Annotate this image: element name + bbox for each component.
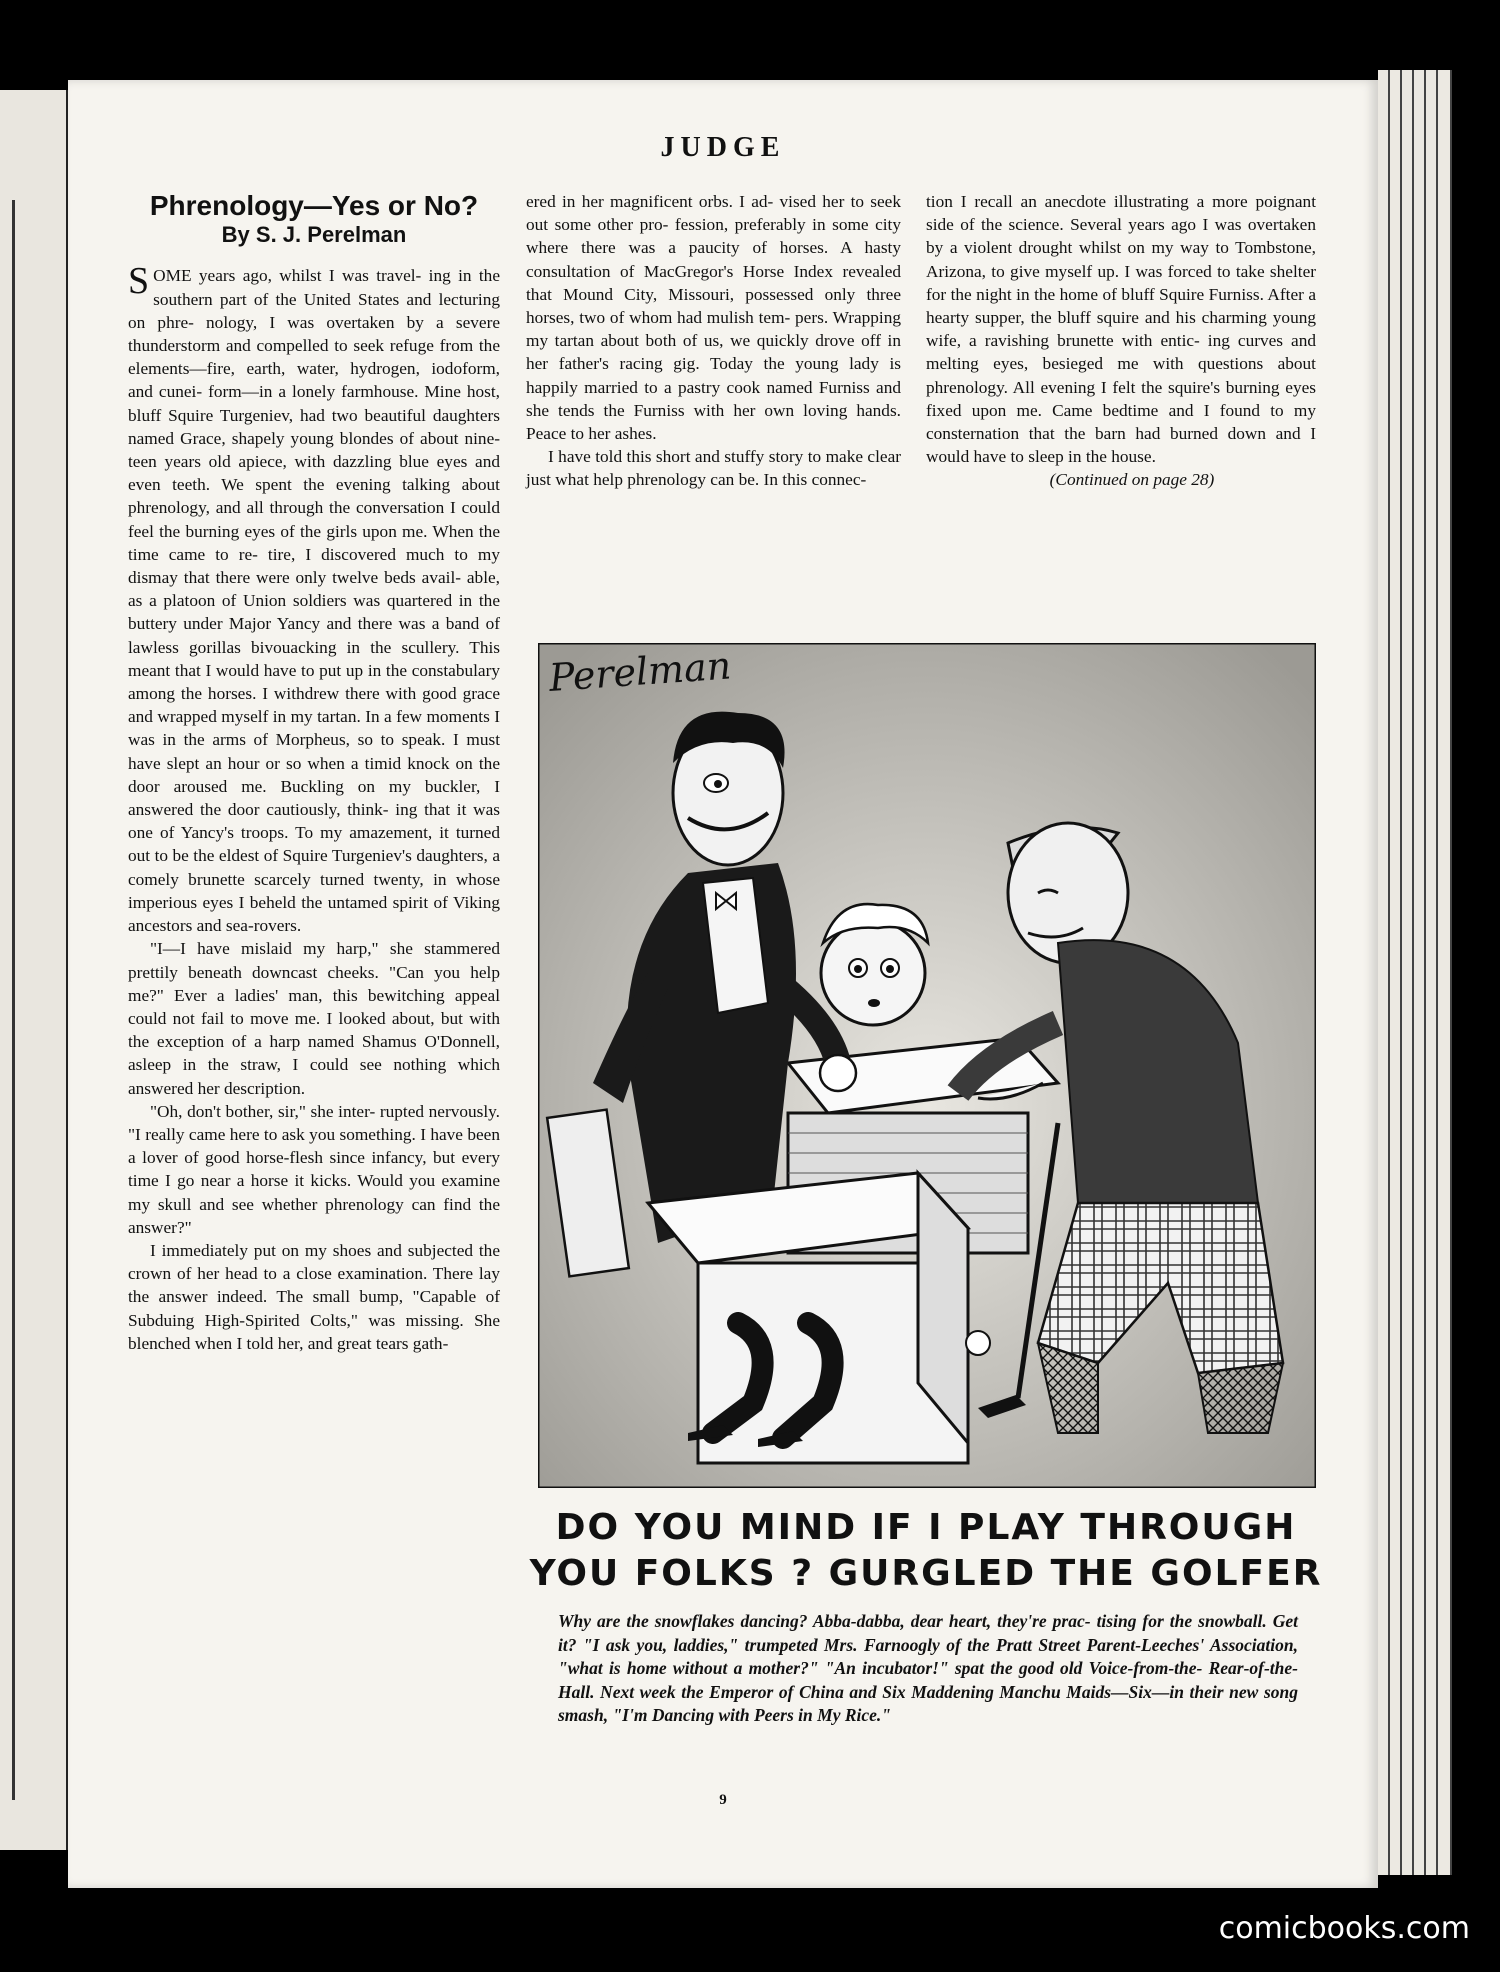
- caption-line-1: DO YOU MIND IF I PLAY THROUGH: [555, 1507, 1297, 1548]
- facing-page-gutter: [12, 200, 15, 1800]
- article-title: Phrenology—Yes or No?: [149, 190, 479, 221]
- artist-signature: Perelman: [547, 643, 733, 700]
- girl-head: [821, 904, 928, 1025]
- masthead: JUDGE: [660, 132, 786, 163]
- continued-note: (Continued on page 28): [1049, 470, 1215, 490]
- page-number: 9: [719, 1792, 727, 1808]
- article-column-2: [526, 190, 901, 492]
- article-column-1: [128, 190, 500, 1355]
- article-paragraph: ered in her magnificent orbs. I ad- vised her to seek out some other pro- fession, preferably in some city where there was a paucity of horses. A hasty consultation of MacGregor's Horse Index revealed that Mound City, Missouri, possessed only three horses, two of whom had mulish tem- pers. Wrapping my tartan about both of us, we quickly drove off in her father's racing gig. Today the young lady is happily married to a pastry cook named Furniss and she tends the Furniss with her own loving hands. Peace to her ashes.: [526, 192, 901, 444]
- humor-blurb: Why are the snowflakes dancing? Abba-dabba, dear heart, they're prac- tising for the snowball. Get it? "I ask you, laddies," trumpeted Mrs. Farnoogly of the Pratt Street Parent-Leeches' Association, "what is home without a mother?" "An incubator!" spat the good old Voice-from-the- Rear-of-the-Hall. Next week the Emperor of China and Six Maddening Manchu Maids—Six—in their new song smash, "I'm Dancing with Peers in My Rice.": [558, 1611, 1298, 1725]
- cartoon-illustration: [538, 643, 1316, 1488]
- cartoon-caption: [526, 1505, 1326, 1597]
- watermark: comicbooks.com: [1218, 1911, 1470, 1946]
- caption-line-2: YOU FOLKS ? GURGLED THE GOLFER: [529, 1553, 1323, 1594]
- drop-cap: S: [128, 260, 150, 303]
- article-byline: By S. J. Perelman: [221, 222, 407, 248]
- facing-page-edge: [0, 90, 69, 1850]
- article-paragraph: I have told this short and stuffy story to make clear just what help phrenology can be. In this connec-: [526, 447, 901, 490]
- article-column-3: [926, 190, 1316, 492]
- article-paragraph: SOME years ago, whilst I was travel- ing in the southern part of the United States and lecturing on phre- nology, I was overtaken by a severe thunderstorm and compelled to seek refuge from the elements—fire, earth, water, hydrogen, iodoform, and cunei- form—in a lonely farmhouse. Mine host, bluff Squire Turgeniev, had two beautiful daughters named Grace, shapely young blondes of about nine- teen years old apiece, with dazzling blue eyes and even teeth. We spent the evening talking about phrenology, and all through the conversation I could feel the burning eyes of the girls upon me. When the time came to re- tire, I discovered much to my dismay that there were only twelve beds avail- able, as a platoon of Union soldiers was quartered in the buttery under Major Yancy and there was a band of lawless gorillas bivouacking in the scullery. This meant that I would have to put up in the constabulary among the horses. I withdrew there with good grace and wrapped myself in my tartan. In a few moments I was in the arms of Morpheus, so to speak. I must have slept an hour or so when a timid knock on the door aroused me. Buckling on my buckler, I answered the door cautiously, think- ing that it was one of Yancy's troops. To my amazement, it turned out to be the eldest of Squire Turgeniev's daughters, a comely brunette scarcely turned twenty, in whose imperious eyes I beheld the untamed spirit of Viking ancestors and sea-rovers.: [128, 260, 500, 936]
- article-paragraph: "Oh, don't bother, sir," she inter- rupted nervously. "I really came here to ask you something. I have been a lover of good horse-flesh since infancy, but every time I go near a horse it kicks. Would you examine my skull and see whether phrenology can find the answer?": [128, 1101, 500, 1237]
- magazine-page: [68, 80, 1378, 1888]
- article-paragraph: "I—I have mislaid my harp," she stammered prettily beneath downcast cheeks. "Can you help me?" Ever a ladies' man, this bewitching appeal could not fail to move me. I looked about, but with the exception of a harp named Shamus O'Donnell, asleep in the straw, I could see nothing which answered her description.: [128, 939, 500, 1098]
- page-stack-edge: [1378, 70, 1458, 1875]
- article-paragraph: I immediately put on my shoes and subjected the crown of her head to a close examination. There lay the answer indeed. The small bump, "Capable of Subduing High-Spirited Colts," was missing. She blenched when I told her, and great tears gath-: [128, 1240, 500, 1353]
- article-paragraph: tion I recall an anecdote illustrating a more poignant side of the science. Several years ago I was overtaken by a violent drought whilst on my way to Tombstone, Arizona, to give myself up. I was forced to take shelter for the night in the home of bluff Squire Furniss. After a hearty supper, the bluff squire and his charming young wife, a ravishing brunette with entic- ing curves and melting eyes, besieged me with questions about phrenology. All evening I felt the squire's burning eyes fixed upon me. Came bedtime and I found to my consternation that the barn had burned down and I would have to sleep in the house.: [926, 192, 1316, 467]
